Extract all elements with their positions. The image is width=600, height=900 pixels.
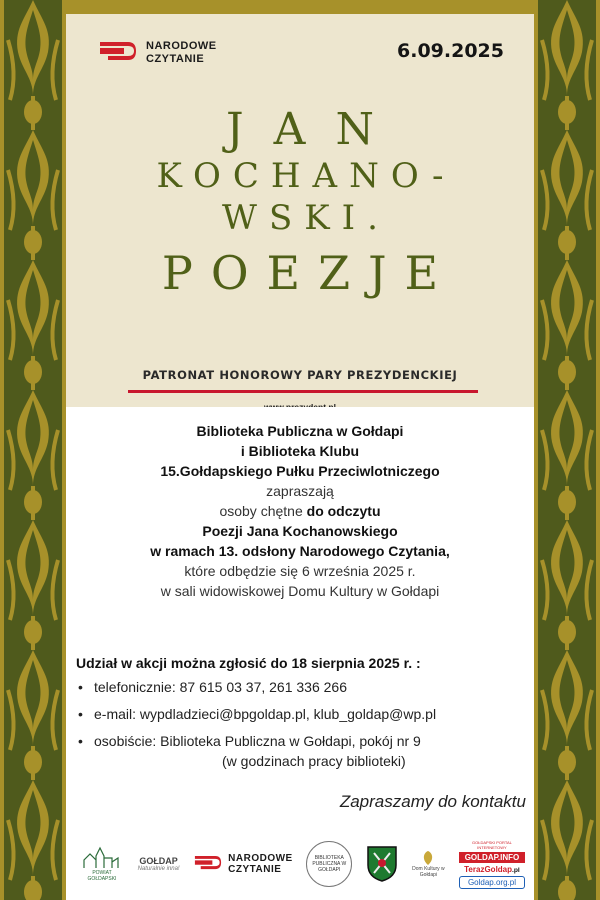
when-line: które odbędzie się 6 września 2025 r.: [184, 563, 416, 579]
goldap-tagline: Naturalnie inna!: [137, 866, 180, 872]
ornament-pattern-icon: [4, 0, 62, 900]
ornament-pattern-icon: [538, 0, 596, 900]
logo-line2: CZYTANIE: [146, 53, 205, 65]
people-line: [66, 501, 534, 521]
where-line: w sali widowiskowej Domu Kultury w Gołdapi: [160, 583, 440, 599]
biblioteka-text: BIBLIOTEKA PUBLICZNA W GOŁDAPI: [312, 855, 347, 873]
bullet-icon: •: [78, 733, 83, 749]
bullet-icon: •: [78, 706, 83, 722]
org-line3: 15.Gołdapskiego Pułku Przeciwlotniczego: [160, 463, 440, 479]
list-item: [76, 704, 526, 724]
registration-title: Udział w akcji można zgłosić do 18 sierpnia 2025 r. :: [76, 655, 421, 671]
portal-tagline: GOŁDAPSKI PORTAL INTERNETOWY: [472, 839, 512, 850]
book-icon: [98, 42, 138, 64]
teraz-goldap-badge[interactable]: [459, 865, 525, 874]
title-line3: WSKI.: [222, 198, 390, 238]
goldap-text: GOŁDAP: [139, 856, 178, 866]
contact-list: [76, 677, 526, 778]
poster-header-panel: [66, 14, 534, 407]
biblioteka-logo: [306, 841, 352, 887]
town-skyline-icon: [82, 846, 122, 870]
teraz-name: Goldap: [484, 864, 513, 874]
goldap-info-badge[interactable]: GOLDAP.INFO: [459, 852, 525, 863]
logo-text: [228, 853, 293, 875]
bullet-icon: •: [78, 679, 83, 695]
list-item: [76, 677, 526, 697]
logo-text: [146, 40, 217, 66]
logo-line1: NARODOWE: [146, 40, 217, 52]
edition-line: w ramach 13. odsłony Narodowego Czytania,: [150, 543, 450, 559]
teraz-prefix: Teraz: [464, 864, 485, 874]
goldap-portal-logos: [459, 840, 525, 889]
patronat-label: PATRONAT HONOROWY PARY PREZYDENCKIEJ: [142, 368, 458, 382]
invitation-panel: [66, 407, 534, 900]
logo-line2: CZYTANIE: [228, 864, 282, 875]
closing-text: Zapraszamy do kontaktu: [339, 792, 526, 811]
personal-text: osobiście: Biblioteka Publiczna w Gołdapi, pokój nr 9: [94, 733, 421, 749]
org-line2: i Biblioteka Klubu: [240, 443, 360, 459]
narodowe-czytanie-logo-small: [193, 853, 293, 875]
dom-kultury-text: Dom Kultury w Gołdapi: [412, 866, 445, 878]
hours-text: (w godzinach pracy biblioteki): [222, 753, 406, 769]
military-crest-logo: [366, 845, 398, 883]
red-divider: [128, 390, 478, 393]
partner-logos: [80, 835, 525, 893]
leaf-icon: [420, 850, 436, 866]
goldap-logo: [138, 856, 180, 872]
logo-line1: NARODOWE: [228, 853, 293, 864]
invite-word: zapraszają: [266, 483, 334, 499]
powiat-logo: [80, 844, 124, 884]
title-line2: KOCHANO-: [156, 156, 456, 196]
people-bold: do odczytu: [306, 503, 381, 519]
email-text[interactable]: e-mail: wypdladzieci@bpgoldap.pl, klub_goldap@wp.pl: [94, 706, 437, 722]
poster-title: [66, 106, 534, 302]
people-prefix: osoby chętne: [219, 503, 303, 519]
shield-icon: [366, 845, 398, 883]
book-icon: [193, 856, 223, 872]
list-item: [76, 731, 526, 771]
event-date: 6.09.2025: [397, 40, 504, 62]
invitation-text: [66, 421, 534, 601]
org-line1: Biblioteka Publiczna w Gołdapi: [196, 423, 404, 439]
right-ornament-border: [534, 0, 600, 900]
title-line4: POEZJE: [161, 246, 457, 300]
poetry-line: Poezji Jana Kochanowskiego: [202, 523, 398, 539]
narodowe-czytanie-logo: [98, 40, 217, 66]
goldap-org-badge[interactable]: Goldap.org.pl: [459, 876, 525, 889]
title-line1: JAN: [226, 104, 404, 155]
teraz-suffix: .pl: [512, 866, 520, 874]
phone-text: telefonicznie: 87 615 03 37, 261 336 266: [94, 679, 347, 695]
left-ornament-border: [0, 0, 66, 900]
powiat-text: POWIAT GOŁDAPSKI: [87, 870, 117, 882]
dom-kultury-logo: [411, 850, 445, 878]
